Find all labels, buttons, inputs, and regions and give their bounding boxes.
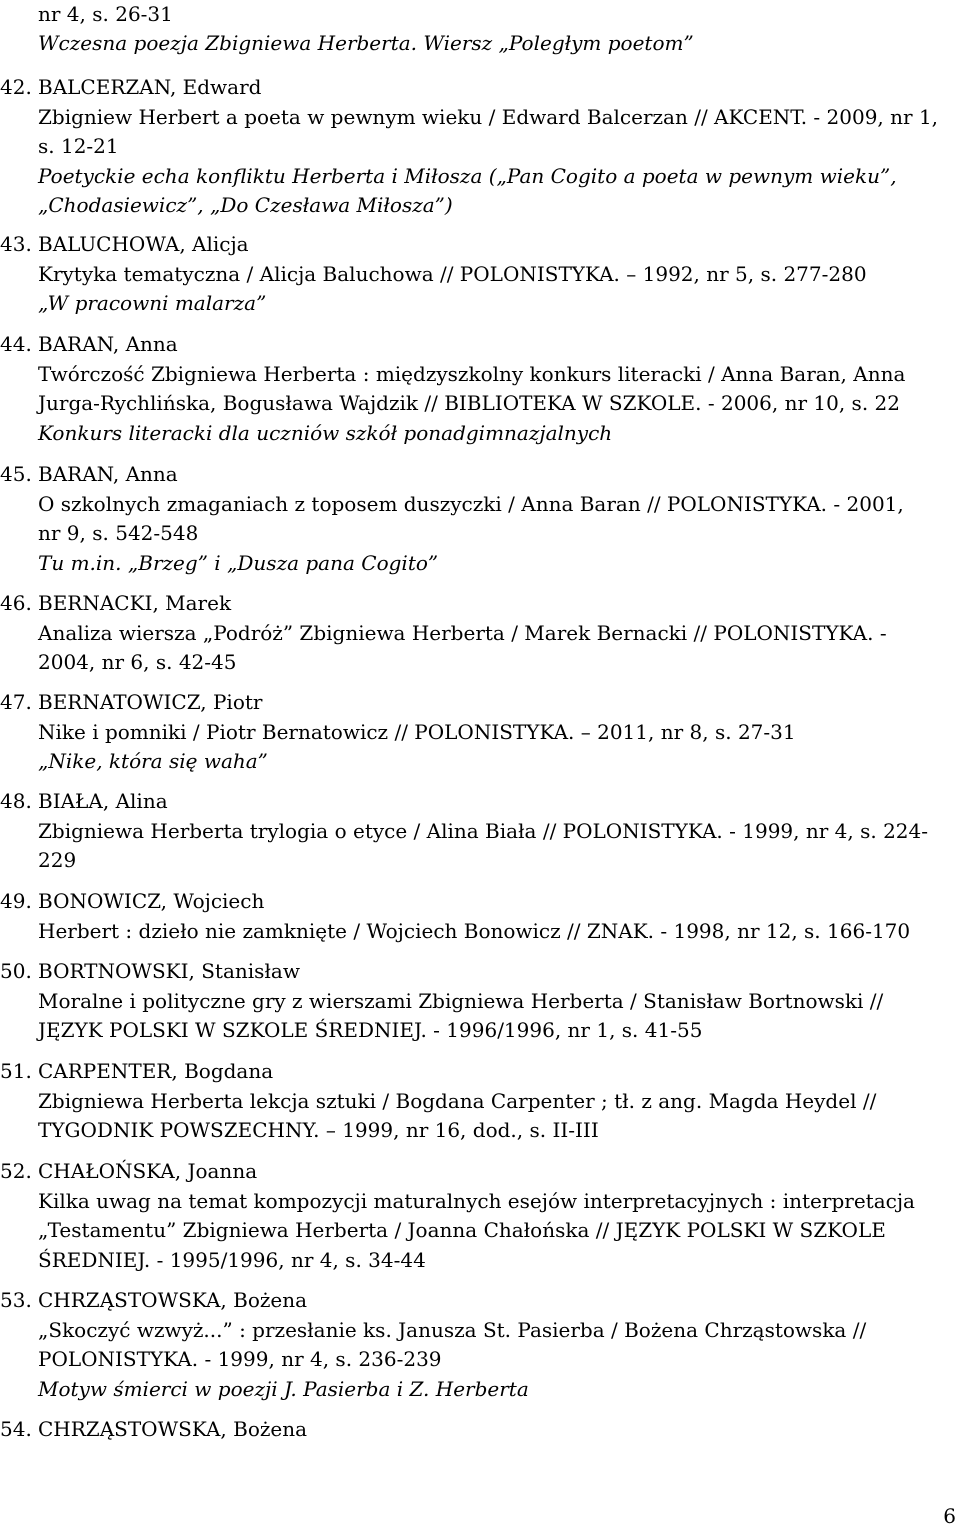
entry-number: 54. — [0, 1417, 32, 1441]
entry-line: Zbigniewa Herberta lekcja sztuki / Bogdana Carpenter ; tł. z ang. Magda Heydel // — [38, 1088, 877, 1113]
entry-41-continuation — [38, 0, 953, 58]
entry-line: Twórczość Zbigniewa Herberta : międzyszkolny konkurs literacki / Anna Baran, Anna — [38, 361, 906, 386]
bibliography-entry-54 — [0, 1415, 952, 1445]
entry-line: TYGODNIK POWSZECHNY. – 1999, nr 16, dod., s. II-III — [38, 1118, 599, 1142]
bibliography-entry-48 — [0, 787, 952, 876]
bibliography-entry-45 — [0, 460, 952, 578]
entry-line: Nike i pomniki / Piotr Bernatowicz // POLONISTYKA. – 2011, nr 8, s. 27-31 — [38, 719, 796, 744]
entry-line: nr 9, s. 542-548 — [38, 521, 199, 545]
entry-number: 52. — [0, 1159, 32, 1183]
bibliography-entry-42 — [0, 73, 952, 221]
page-number: 6 — [943, 1504, 956, 1528]
bibliography-entry-47 — [0, 688, 952, 777]
entry-number: 48. — [0, 789, 32, 813]
entry-line: 2004, nr 6, s. 42-45 — [38, 650, 237, 674]
bibliography-entry-50 — [0, 957, 952, 1046]
entry-note: „W pracowni malarza” — [38, 291, 267, 315]
bibliography-entry-49 — [0, 887, 952, 946]
bibliography-entry-51 — [0, 1057, 952, 1146]
entry-line: ŚREDNIEJ. - 1995/1996, nr 4, s. 34-44 — [38, 1247, 426, 1272]
bibliography-entry-52 — [0, 1157, 952, 1275]
entry-author: BARAN, Anna — [38, 462, 178, 486]
entry-note: „Chodasiewicz”, „Do Czesława Miłosza”) — [38, 193, 453, 217]
entry-author: CHRZĄSTOWSKA, Bożena — [38, 1288, 308, 1312]
continuation-line: nr 4, s. 26-31 — [38, 2, 173, 26]
entry-line: Zbigniewa Herberta trylogia o etyce / Alina Biała // POLONISTYKA. - 1999, nr 4, s. 224- — [38, 818, 928, 843]
entry-note: Tu m.in. „Brzeg” i „Dusza pana Cogito” — [38, 550, 439, 575]
entry-line: „Skoczyć wzwyż...” : przesłanie ks. Janusza St. Pasierba / Bożena Chrząstowska // — [38, 1317, 867, 1342]
entry-number: 46. — [0, 591, 32, 615]
entry-author: BALCERZAN, Edward — [38, 75, 262, 99]
entry-author: BORTNOWSKI, Stanisław — [38, 959, 300, 983]
entry-line: „Testamentu” Zbigniewa Herberta / Joanna Chałońska // JĘZYK POLSKI W SZKOLE — [38, 1218, 886, 1242]
entry-author: BERNACKI, Marek — [38, 591, 232, 615]
entry-number: 51. — [0, 1059, 32, 1083]
entry-line: Analiza wiersza „Podróż” Zbigniewa Herberta / Marek Bernacki // POLONISTYKA. - — [38, 620, 887, 645]
entry-line: s. 12-21 — [38, 134, 119, 158]
entry-number: 53. — [0, 1288, 32, 1312]
entry-number: 50. — [0, 959, 32, 983]
entry-author: CHAŁOŃSKA, Joanna — [38, 1159, 258, 1183]
entry-author: BIAŁA, Alina — [38, 789, 168, 813]
entry-line: Krytyka tematyczna / Alicja Baluchowa // POLONISTYKA. – 1992, nr 5, s. 277-280 — [38, 261, 867, 286]
entry-note: Poetyckie echa konfliktu Herberta i Miłosza („Pan Cogito a poeta w pewnym wieku”, — [38, 163, 897, 188]
entry-author: BERNATOWICZ, Piotr — [38, 690, 263, 714]
entry-author: CHRZĄSTOWSKA, Bożena — [38, 1417, 308, 1441]
entry-number: 45. — [0, 462, 32, 486]
entry-number: 43. — [0, 232, 32, 256]
entry-line: O szkolnych zmaganiach z toposem duszyczki / Anna Baran // POLONISTYKA. - 2001, — [38, 491, 904, 516]
entry-author: BARAN, Anna — [38, 332, 178, 356]
continuation-note: Wczesna poezja Zbigniewa Herberta. Wiersz „Poległym poetom” — [38, 31, 694, 55]
bibliography-entry-46 — [0, 589, 952, 678]
bibliography-entry-43 — [0, 230, 952, 319]
entry-line: Jurga-Rychlińska, Bogusława Wajdzik // BIBLIOTEKA W SZKOLE. - 2006, nr 10, s. 22 — [38, 391, 900, 415]
entry-line: 229 — [38, 848, 77, 872]
entry-line: POLONISTYKA. - 1999, nr 4, s. 236-239 — [38, 1347, 442, 1371]
entry-author: BALUCHOWA, Alicja — [38, 232, 249, 256]
bibliography-entry-44 — [0, 330, 952, 448]
entry-author: CARPENTER, Bogdana — [38, 1059, 274, 1083]
entry-line: Kilka uwag na temat kompozycji maturalnych esejów interpretacyjnych : interpretacja — [38, 1188, 915, 1213]
entry-number: 47. — [0, 690, 32, 714]
bibliography-entry-53 — [0, 1286, 952, 1404]
entry-line: Herbert : dzieło nie zamknięte / Wojciech Bonowicz // ZNAK. - 1998, nr 12, s. 166-170 — [38, 918, 911, 943]
entry-number: 44. — [0, 332, 32, 356]
entry-line: Moralne i polityczne gry z wierszami Zbigniewa Herberta / Stanisław Bortnowski // — [38, 988, 884, 1013]
entry-number: 42. — [0, 75, 32, 99]
entry-number: 49. — [0, 889, 32, 913]
entry-line: Zbigniew Herbert a poeta w pewnym wieku / Edward Balcerzan // AKCENT. - 2009, nr 1, — [38, 104, 939, 129]
entry-note: Konkurs literacki dla uczniów szkół ponadgimnazjalnych — [38, 420, 613, 445]
entry-note: „Nike, która się waha” — [38, 749, 268, 773]
entry-author: BONOWICZ, Wojciech — [38, 889, 265, 913]
entry-note: Motyw śmierci w poezji J. Pasierba i Z. Herberta — [38, 1376, 529, 1401]
entry-line: JĘZYK POLSKI W SZKOLE ŚREDNIEJ. - 1996/1996, nr 1, s. 41-55 — [38, 1018, 703, 1042]
